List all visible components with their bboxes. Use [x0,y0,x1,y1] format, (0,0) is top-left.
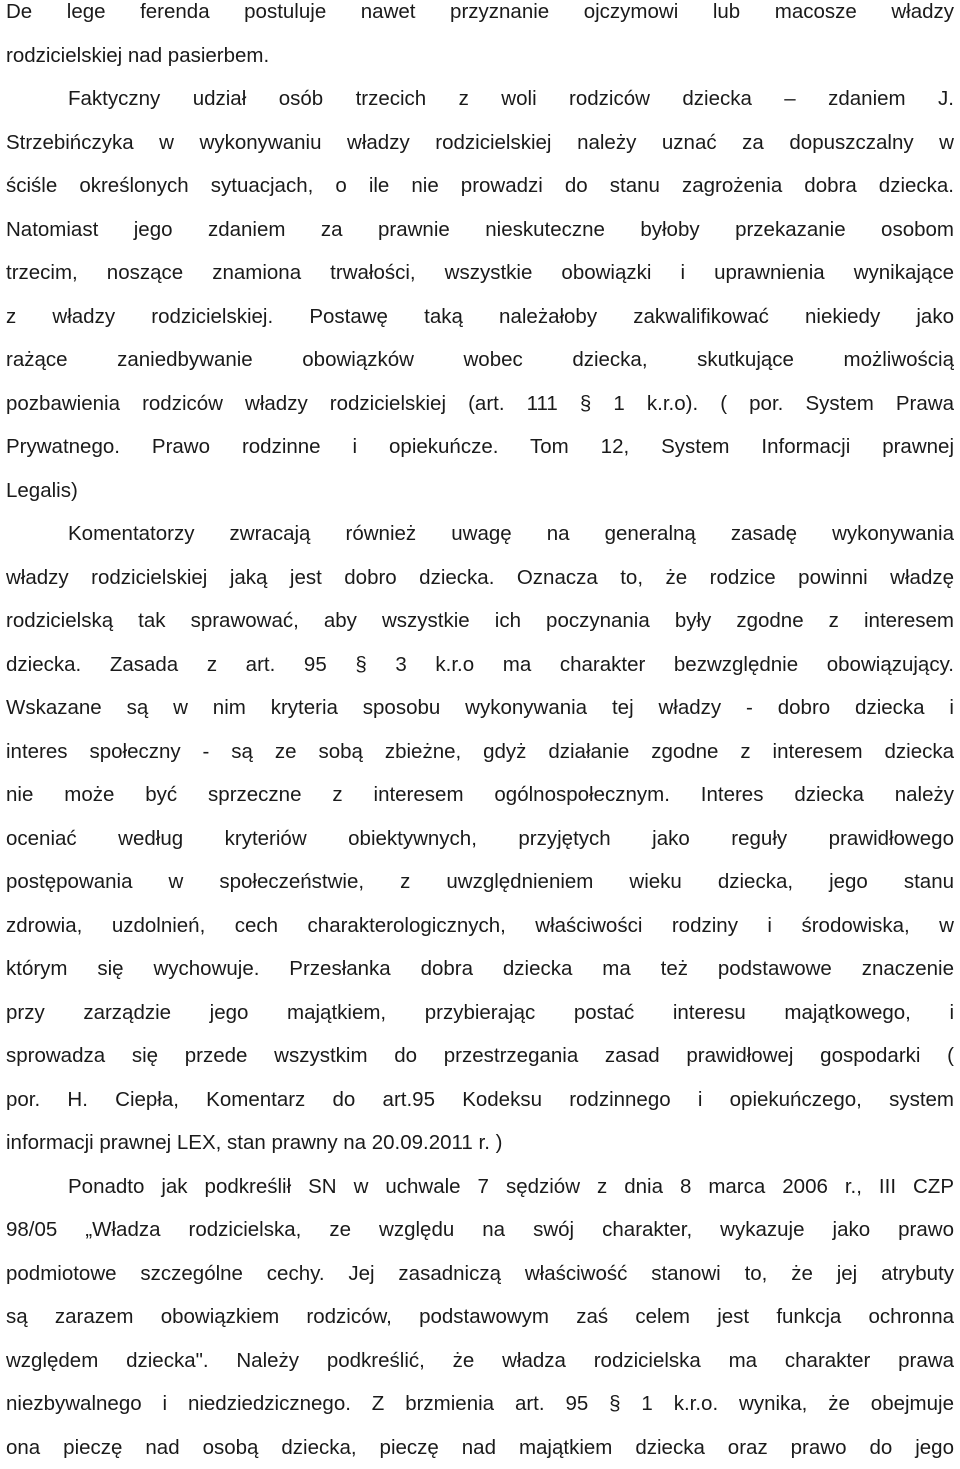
text-line: Komentatorzy zwracają również uwagę na generalną zasadę wykonywania [6,512,954,556]
text-line: pozbawienia rodziców władzy rodzicielskiej (art. 111 § 1 k.r.o). ( por. System Prawa [6,382,954,426]
text-line: sprowadza się przede wszystkim do przestrzegania zasad prawidłowej gospodarki ( [6,1034,954,1078]
text-line: podmiotowe szczególne cechy. Jej zasadniczą właściwość stanowi to, że jej atrybuty [6,1252,954,1296]
text-line: Faktyczny udział osób trzecich z woli rodziców dziecka – zdaniem J. [6,77,954,121]
text-line: rodzicielską tak sprawować, aby wszystkie ich poczynania były zgodne z interesem [6,599,954,643]
text-line: władzy rodzicielskiej jaką jest dobro dziecka. Oznacza to, że rodzice powinni władzę [6,556,954,600]
text-line: Natomiast jego zdaniem za prawnie nieskuteczne byłoby przekazanie osobom [6,208,954,252]
text-line: względem dziecka". Należy podkreślić, że władza rodzicielska ma charakter prawa [6,1339,954,1383]
text-line: trzecim, noszące znamiona trwałości, wszystkie obowiązki i uprawnienia wynikające [6,251,954,295]
text-line: informacji prawnej LEX, stan prawny na 20.09.2011 r. ) [6,1121,954,1165]
text-line: postępowania w społeczeństwie, z uwzględnieniem wieku dziecka, jego stanu [6,860,954,904]
text-line: są zarazem obowiązkiem rodziców, podstawowym zaś celem jest funkcja ochronna [6,1295,954,1339]
text-line: niezbywalnego i niedziedzicznego. Z brzmienia art. 95 § 1 k.r.o. wynika, że obejmuje [6,1382,954,1426]
text-line: przy zarządzie jego majątkiem, przybierając postać interesu majątkowego, i [6,991,954,1035]
text-line: Ponadto jak podkreślił SN w uchwale 7 sędziów z dnia 8 marca 2006 r., III CZP [6,1165,954,1209]
text-line: por. H. Ciepła, Komentarz do art.95 Kodeksu rodzinnego i opiekuńczego, system [6,1078,954,1122]
text-line: rodzicielskiej nad pasierbem. [6,34,954,78]
text-line: oceniać według kryteriów obiektywnych, przyjętych jako reguły prawidłowego [6,817,954,861]
text-line: nie może być sprzeczne z interesem ogólnospołecznym. Interes dziecka należy [6,773,954,817]
text-line: ona pieczę nad osobą dziecka, pieczę nad majątkiem dziecka oraz prawo do jego [6,1426,954,1469]
text-line: Legalis) [6,469,954,513]
text-line: Prywatnego. Prawo rodzinne i opiekuńcze. Tom 12, System Informacji prawnej [6,425,954,469]
text-line: którym się wychowuje. Przesłanka dobra dziecka ma też podstawowe znaczenie [6,947,954,991]
text-line: rażące zaniedbywanie obowiązków wobec dziecka, skutkujące możliwością [6,338,954,382]
text-line: interes społeczny - są ze sobą zbieżne, gdyż działanie zgodne z interesem dziecka [6,730,954,774]
text-line: 98/05 „Władza rodzicielska, ze względu na swój charakter, wykazuje jako prawo [6,1208,954,1252]
text-line: Wskazane są w nim kryteria sposobu wykonywania tej władzy - dobro dziecka i [6,686,954,730]
text-line: zdrowia, uzdolnień, cech charakterologicznych, właściwości rodziny i środowiska, w [6,904,954,948]
text-line: Strzebińczyka w wykonywaniu władzy rodzicielskiej należy uznać za dopuszczalny w [6,121,954,165]
text-line: z władzy rodzicielskiej. Postawę taką należałoby zakwalifikować niekiedy jako [6,295,954,339]
text-line: dziecka. Zasada z art. 95 § 3 k.r.o ma charakter bezwzględnie obowiązujący. [6,643,954,687]
text-line: ściśle określonych sytuacjach, o ile nie prowadzi do stanu zagrożenia dobra dziecka. [6,164,954,208]
text-line: De lege ferenda postuluje nawet przyznanie ojczymowi lub macosze władzy [6,0,954,34]
